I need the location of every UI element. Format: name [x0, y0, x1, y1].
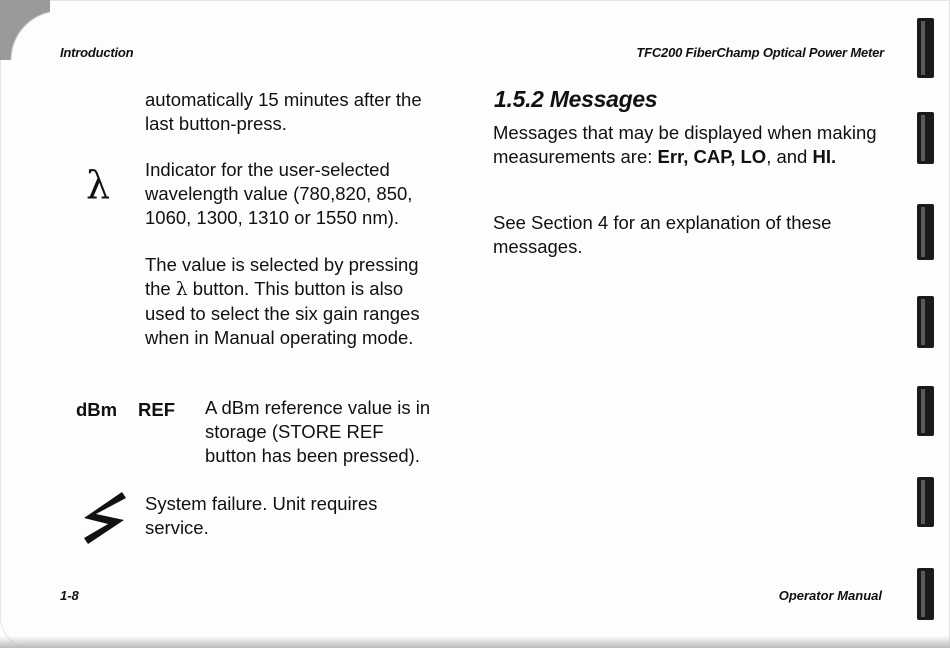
index-tab	[917, 386, 934, 436]
wavelength-paragraph	[145, 158, 455, 230]
end-period: .	[830, 146, 837, 167]
message-err: Err	[657, 146, 684, 167]
sep-1: ,	[683, 146, 694, 167]
message-lo: LO	[740, 146, 767, 167]
selection-line-3: used to select the six gain ranges	[145, 303, 420, 324]
failure-line-2: service.	[145, 517, 209, 538]
auto-off-line-2: last button-press.	[145, 113, 287, 134]
messages-intro: Messages that may be displayed when making measurements are:	[493, 122, 877, 167]
ref-paragraph	[205, 396, 455, 468]
section-title: 1.5.2 Messages	[494, 86, 658, 112]
lambda-icon: λ	[86, 163, 111, 207]
sep-2: ,	[730, 146, 741, 167]
ref-line-3: button has been pressed).	[205, 445, 420, 466]
sep-3: , and	[766, 146, 813, 167]
messages-paragraph	[493, 121, 883, 169]
index-tab	[917, 204, 934, 260]
selection-line-2-post: button. This button is also	[187, 278, 404, 299]
message-cap: CAP	[693, 146, 731, 167]
footer-right: Operator Manual	[778, 588, 882, 603]
wavelength-line-2: wavelength value (780,820, 850,	[145, 183, 413, 204]
selection-line-2	[145, 277, 455, 302]
inline-lambda-icon: λ	[175, 279, 188, 300]
wavelength-line-1: Indicator for the user-selected	[145, 159, 390, 180]
selection-paragraph	[145, 253, 455, 350]
index-tab	[917, 18, 934, 78]
page-number: 1-8	[60, 588, 79, 603]
page-bottom-shadow	[0, 636, 950, 648]
header-right: TFC200 FiberChamp Optical Power Meter	[636, 45, 884, 60]
failure-line-1: System failure. Unit requires	[145, 493, 378, 514]
selection-line-2-pre: the	[145, 278, 176, 299]
index-tab	[917, 568, 934, 620]
index-tab	[917, 477, 934, 527]
index-tab	[917, 112, 934, 164]
index-tab	[917, 296, 934, 348]
selection-line-1: The value is selected by pressing	[145, 254, 419, 275]
page-corner-shadow	[0, 0, 50, 60]
system-failure-icon	[82, 490, 128, 546]
ref-line-1: A dBm reference value is in	[205, 397, 431, 418]
ref-line-2: storage (STORE REF	[205, 421, 384, 442]
see-section-paragraph: See Section 4 for an explanation of these messages.	[493, 212, 832, 257]
message-hi: HI	[812, 146, 831, 167]
auto-off-line-1: automatically 15 minutes after the	[145, 89, 422, 110]
dbm-indicator-label: dBm	[76, 399, 118, 420]
failure-paragraph	[145, 492, 445, 540]
selection-line-4: when in Manual operating mode.	[145, 327, 414, 348]
auto-off-paragraph	[145, 88, 455, 136]
ref-indicator-label: REF	[138, 399, 175, 420]
header-left: Introduction	[60, 45, 134, 60]
wavelength-line-3: 1060, 1300, 1310 or 1550 nm).	[145, 207, 400, 228]
